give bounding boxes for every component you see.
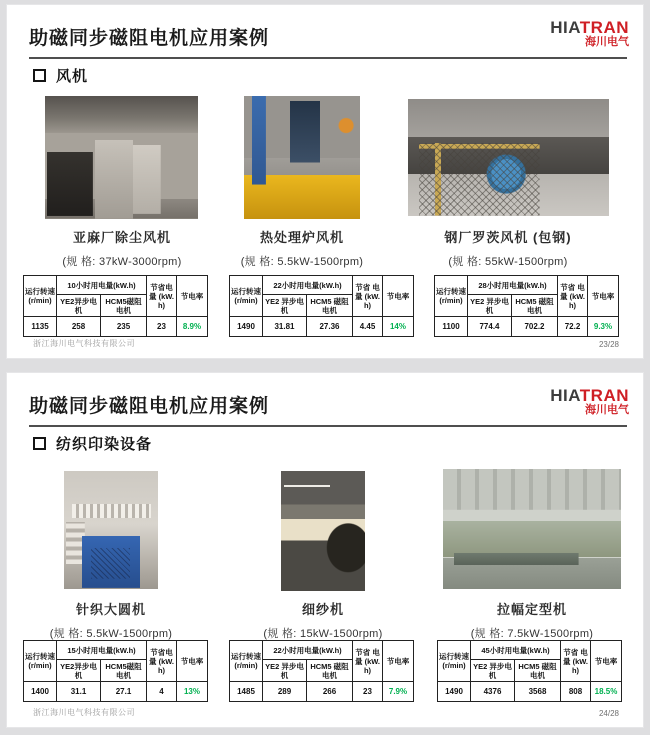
case-spec: (规 格: 55kW-1500rpm) [448,256,568,268]
th-hcm5: HCM5 磁阻电机 [307,660,353,682]
td-hcm5: 27.1 [101,682,147,702]
td-speed: 1490 [230,317,263,337]
td-saved: 4 [147,682,177,702]
th-ye2: YE2 异步电机 [468,295,512,317]
th-usage: 45小时用电量(kW.h) [471,641,561,660]
td-rate: 8.9% [177,317,208,337]
td-hcm5: 3568 [515,682,561,702]
th-rate: 节电率 [591,641,622,682]
logo-suffix: TRAN [579,18,629,37]
slide-title: 助磁同步磁阻电机应用案例 [29,396,270,417]
th-ye2: YE2 异步电机 [263,660,307,682]
energy-table [437,640,622,702]
th-saved: 节省 电量 (kW.h) [353,276,383,317]
th-saved: 节省 电量 (kW.h) [353,641,383,682]
th-saved: 节省电量 (kW.h) [147,641,177,682]
td-speed: 1490 [438,682,471,702]
td-rate: 18.5% [591,682,622,702]
td-ye2: 31.1 [57,682,101,702]
td-speed: 1485 [230,682,263,702]
case-spec: (规 格: 5.5kW-1500rpm) [49,628,173,640]
logo-wordmark [550,19,629,37]
th-hcm5: HCM5 磁阻电机 [515,660,561,682]
section-label: 风机 [56,67,89,85]
th-speed: 运行转速 (r/min) [24,641,57,682]
td-ye2: 258 [57,317,101,337]
td-saved: 72.2 [558,317,588,337]
th-ye2: YE2 异步电机 [263,295,307,317]
section-header [33,65,88,85]
square-bullet-icon [33,69,46,82]
section-label: 纺织印染设备 [56,435,153,453]
td-rate: 7.9% [383,682,414,702]
td-ye2: 774.4 [468,317,512,337]
photo-flax-dust-fan [45,96,198,219]
case-name: 拉幅定型机 [496,602,567,617]
th-rate: 节电率 [383,641,414,682]
logo-chinese: 海川电气 [585,35,629,48]
photo-heat-treatment-furnace-fan [244,96,360,219]
photo-stenter-setting-machine [443,469,621,589]
energy-table [434,275,619,337]
page-number: 23/28 [598,340,619,349]
th-speed: 运行转速 (r/min) [24,276,57,317]
case-spec: (规 格: 37kW-3000rpm) [62,256,182,268]
hiatran-logo [550,387,629,416]
case-caption [27,227,217,269]
hiatran-logo [550,19,629,48]
slide-textile-equipment [6,372,644,728]
th-hcm5: HCM5磁阻电机 [101,660,147,682]
footer-company: 浙江海川电气科技有限公司 [33,708,135,717]
case-spec: (规 格: 15kW-1500rpm) [263,628,383,640]
case-spec: (规 格: 5.5kW-1500rpm) [240,256,364,268]
th-hcm5: HCM5 磁阻电机 [512,295,558,317]
th-rate: 节电率 [383,276,414,317]
slide-title: 助磁同步磁阻电机应用案例 [29,28,270,49]
energy-table [229,640,414,702]
th-hcm5: HCM5 磁阻电机 [307,295,353,317]
logo-prefix: HIA [550,386,580,405]
td-ye2: 289 [263,682,307,702]
td-hcm5: 235 [101,317,147,337]
case-caption [413,227,603,269]
th-saved: 节省电量 (kW.h) [147,276,177,317]
td-hcm5: 266 [307,682,353,702]
th-usage: 22小时用电量(kW.h) [263,276,353,295]
photo-spinning-frame [281,471,365,591]
case-name: 钢厂罗茨风机 (包钢) [444,230,572,245]
case-caption [437,599,627,641]
energy-table [23,640,208,702]
slide-fans [6,4,644,359]
section-header [33,433,152,453]
td-speed: 1135 [24,317,57,337]
th-rate: 节电率 [177,641,208,682]
td-saved: 808 [561,682,591,702]
td-saved: 23 [353,682,383,702]
energy-table [229,275,414,337]
logo-chinese: 海川电气 [585,403,629,416]
logo-wordmark [550,387,629,405]
th-hcm5: HCM5磁阻电机 [101,295,147,317]
footer-company: 浙江海川电气科技有限公司 [33,339,135,348]
case-caption [16,599,206,641]
photo-steel-plant-roots-blower [408,99,609,216]
th-ye2: YE2异步电机 [57,295,101,317]
th-ye2: YE2 异步电机 [471,660,515,682]
th-usage: 22小时用电量(kW.h) [263,641,353,660]
th-speed: 运行转速 (r/min) [438,641,471,682]
photo-circular-knitting-machine [64,471,158,589]
th-saved: 节省 电量 (kW.h) [561,641,591,682]
td-rate: 14% [383,317,414,337]
case-name: 针织大圆机 [75,602,146,617]
case-name: 亚麻厂除尘风机 [72,230,171,245]
td-rate: 9.3% [588,317,619,337]
th-speed: 运行转速 (r/min) [435,276,468,317]
th-usage: 10小时用电量(kW.h) [57,276,147,295]
td-speed: 1100 [435,317,468,337]
title-divider [29,425,627,427]
case-name: 热处理炉风机 [259,230,344,245]
case-name: 细纱机 [301,602,344,617]
th-saved: 节省 电量 (kW.h) [558,276,588,317]
title-divider [29,57,627,59]
th-usage: 15小时用电量(kW.h) [57,641,147,660]
th-rate: 节电率 [177,276,208,317]
td-hcm5: 27.36 [307,317,353,337]
case-spec: (规 格: 7.5kW-1500rpm) [470,628,594,640]
td-rate: 13% [177,682,208,702]
td-hcm5: 702.2 [512,317,558,337]
td-saved: 23 [147,317,177,337]
logo-prefix: HIA [550,18,580,37]
td-saved: 4.45 [353,317,383,337]
case-caption [207,227,397,269]
th-speed: 运行转速 (r/min) [230,276,263,317]
th-speed: 运行转速 (r/min) [230,641,263,682]
energy-table [23,275,208,337]
th-rate: 节电率 [588,276,619,317]
logo-suffix: TRAN [579,386,629,405]
td-ye2: 31.81 [263,317,307,337]
th-ye2: YE2异步电机 [57,660,101,682]
square-bullet-icon [33,437,46,450]
page-number: 24/28 [598,709,619,718]
case-caption [228,599,418,641]
td-speed: 1400 [24,682,57,702]
td-ye2: 4376 [471,682,515,702]
th-usage: 28小时用电量(kW.h) [468,276,558,295]
